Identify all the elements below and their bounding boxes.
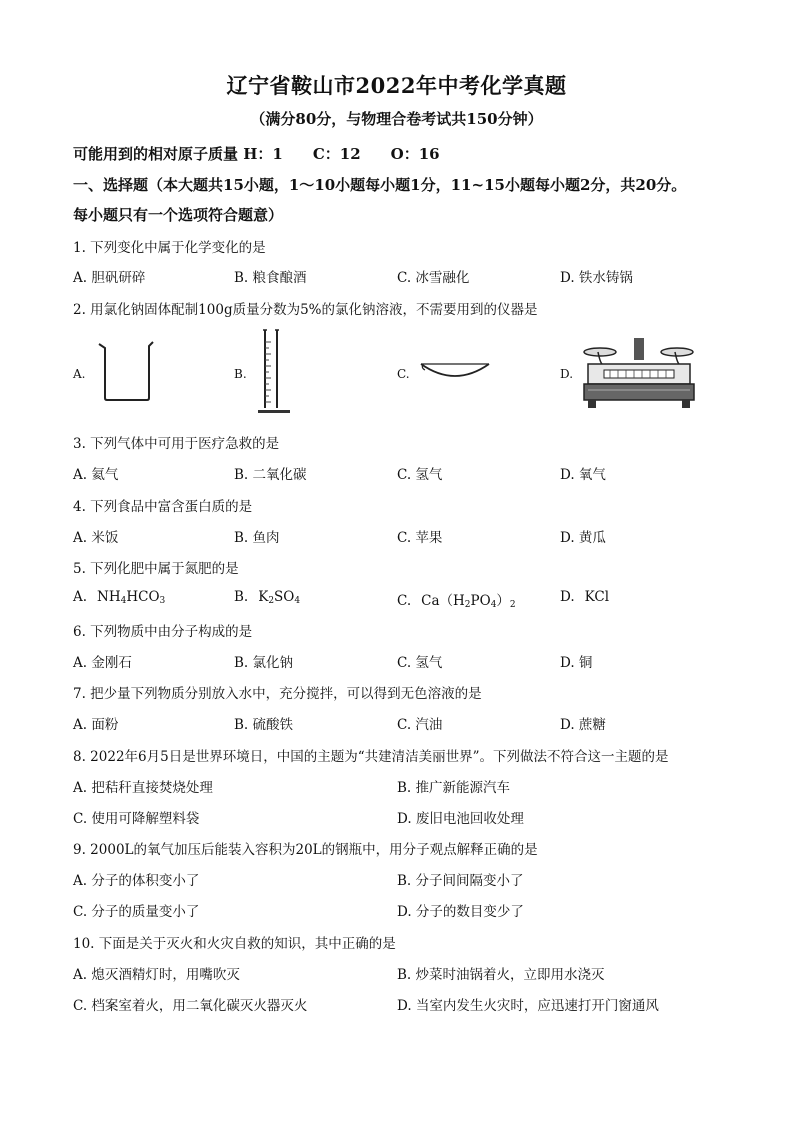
q7-option-a: A. 面粉 (73, 717, 119, 733)
q5-option-d: D. KCl (560, 589, 610, 605)
q6-option-a: A. 金刚石 (73, 655, 132, 671)
question-4-stem: 4. 下列食品中富含蛋白质的是 (73, 499, 253, 515)
q9-option-a: A. 分子的体积变小了 (73, 873, 200, 889)
q1-option-a: A. 胆矾研碎 (73, 270, 146, 286)
evaporating-dish-image (419, 360, 491, 386)
q1-option-d: D. 铁水铸锅 (560, 270, 633, 286)
q2-option-a-label: A. (73, 367, 86, 381)
question-7-stem: 7. 把少量下列物质分别放入水中，充分搅拌，可以得到无色溶液的是 (73, 686, 482, 702)
q7-option-d: D. 蔗糖 (560, 717, 606, 733)
q6-option-b: B. 氯化钠 (234, 655, 294, 671)
q4-option-c: C. 苹果 (397, 530, 443, 546)
q9-option-b: B. 分子间间隔变小了 (397, 873, 524, 889)
q9-option-c: C. 分子的质量变小了 (73, 904, 200, 920)
q7-option-c: C. 汽油 (397, 717, 443, 733)
q6-option-d: D. 铜 (560, 655, 593, 671)
q10-option-d: D. 当室内发生火灾时，应迅速打开门窗通风 (397, 998, 659, 1014)
question-3-stem: 3. 下列气体中可用于医疗急救的是 (73, 436, 280, 452)
q3-option-d: D. 氧气 (560, 467, 606, 483)
q7-option-b: B. 硫酸铁 (234, 717, 294, 733)
q1-option-c: C. 冰雪融化 (397, 270, 470, 286)
section-heading-line1: 一、选择题（本大题共15小题，1～10小题每小题1分，11~15小题每小题2分，共20分。 (73, 176, 687, 194)
question-5-stem: 5. 下列化肥中属于氮肥的是 (73, 561, 239, 577)
q8-option-a: A. 把秸秆直接焚烧处理 (73, 780, 213, 796)
q10-option-a: A. 熄灭酒精灯时，用嘴吹灭 (73, 967, 240, 983)
section-heading-line2: 每小题只有一个选项符合题意） (73, 206, 284, 224)
q8-option-c: C. 使用可降解塑料袋 (73, 811, 200, 827)
question-6-stem: 6. 下列物质中由分子构成的是 (73, 624, 253, 640)
beaker-image (97, 340, 157, 402)
q1-option-b: B. 粮食酿酒 (234, 270, 307, 286)
q5-option-c: C. $Ca(H_2PO_4)_2$ (397, 593, 516, 610)
q4-option-d: D. 黄瓜 (560, 530, 606, 546)
q4-option-b: B. 鱼肉 (234, 530, 280, 546)
q2-option-c-label: C. (397, 367, 410, 381)
graduated-cylinder-image (256, 328, 294, 416)
q8-option-d: D. 废旧电池回收处理 (397, 811, 524, 827)
q5-option-a: A. $NH_4HCO_3$ (73, 589, 166, 606)
page-title: 辽宁省鞍山市2022年中考化学真题 (226, 73, 567, 98)
q10-option-b: B. 炒菜时油锅着火，立即用水浇灭 (397, 967, 605, 983)
q3-option-b: B. 二氧化碳 (234, 467, 307, 483)
atomic-masses: 可能用到的相对原子质量 H：1 C：12 O：16 (73, 145, 440, 163)
balance-scale-image (582, 334, 696, 412)
question-10-stem: 10. 下面是关于灭火和火灾自救的知识，其中正确的是 (73, 936, 396, 952)
q2-option-d-label: D. (560, 367, 574, 381)
q3-option-c: C. 氢气 (397, 467, 443, 483)
question-2-stem: 2. 用氯化钠固体配制100g质量分数为5%的氯化钠溶液，不需要用到的仪器是 (73, 302, 538, 318)
q6-option-c: C. 氢气 (397, 655, 443, 671)
q10-option-c: C. 档案室着火，用二氧化碳灭火器灭火 (73, 998, 308, 1014)
page-subtitle: （满分80分，与物理合卷考试共150分钟） (250, 110, 543, 128)
question-9-stem: 9. 2000L的氧气加压后能装入容积为20L的钢瓶中，用分子观点解释正确的是 (73, 842, 538, 858)
q3-option-a: A. 氦气 (73, 467, 119, 483)
q5-option-b: B. $K_2SO_4$ (234, 589, 301, 606)
q4-option-a: A. 米饭 (73, 530, 119, 546)
q9-option-d: D. 分子的数目变少了 (397, 904, 524, 920)
q2-option-b-label: B. (234, 367, 247, 381)
q8-option-b: B. 推广新能源汽车 (397, 780, 511, 796)
question-8-stem: 8. 2022年6月5日是世界环境日，中国的主题为“共建清洁美丽世界”。下列做法不符合这一主题的是 (73, 749, 669, 765)
question-1-stem: 1. 下列变化中属于化学变化的是 (73, 240, 266, 256)
